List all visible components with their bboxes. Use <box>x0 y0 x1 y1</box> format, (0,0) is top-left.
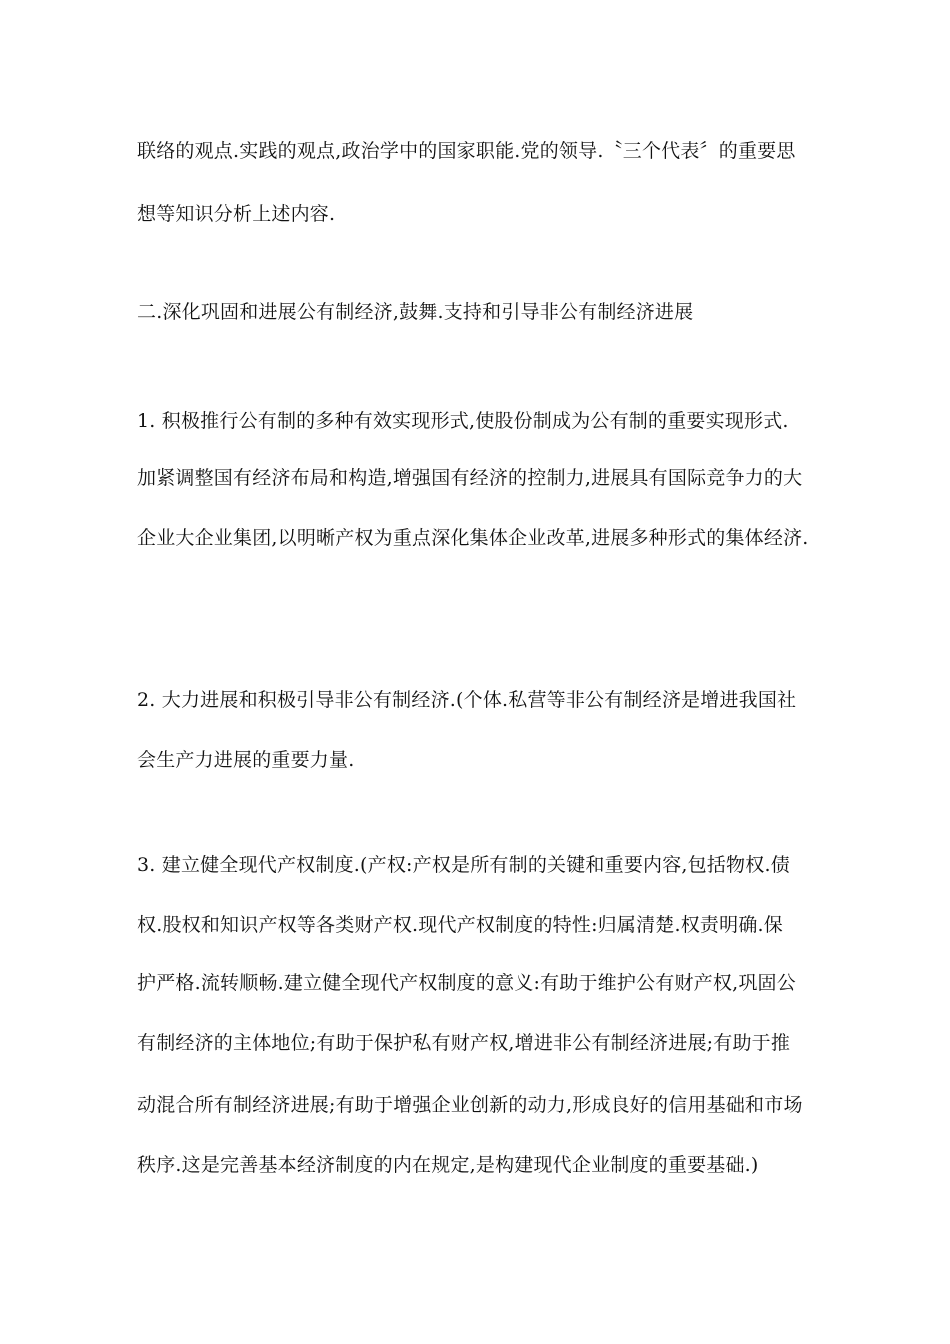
paragraph-line: 动混合所有制经济进展;有助于增强企业创新的动力,形成良好的信用基础和市场 <box>137 1094 803 1116</box>
paragraph-line: 3. 建立健全现代产权制度.(产权:产权是所有制的关键和重要内容,包括物权.债 <box>137 854 790 876</box>
paragraph-line: 1. 积极推行公有制的多种有效实现形式,使股份制成为公有制的重要实现形式. <box>137 410 789 432</box>
paragraph-line: 2. 大力进展和积极引导非公有制经济.(个体.私营等非公有制经济是增进我国社 <box>137 689 797 711</box>
paragraph-line: 有制经济的主体地位;有助于保护私有财产权,增进非公有制经济进展;有助于推 <box>137 1032 791 1054</box>
paragraph-line: 联络的观点.实践的观点,政治学中的国家职能.党的领导.〝三个代表〞的重要思 <box>137 140 796 162</box>
paragraph-line: 护严格.流转顺畅.建立健全现代产权制度的意义:有助于维护公有财产权,巩固公 <box>137 972 796 994</box>
paragraph-line: 会生产力进展的重要力量. <box>137 749 355 771</box>
paragraph-line: 秩序.这是完善基本经济制度的内在规定,是构建现代企业制度的重要基础.) <box>137 1154 759 1176</box>
paragraph-line: 权.股权和知识产权等各类财产权.现代产权制度的特性:归属清楚.权责明确.保 <box>137 914 783 936</box>
paragraph-line: 企业大企业集团,以明晰产权为重点深化集体企业改革,进展多种形式的集体经济. <box>137 527 809 549</box>
section-heading: 二.深化巩固和进展公有制经济,鼓舞.支持和引导非公有制经济进展 <box>137 301 694 323</box>
paragraph-line: 加紧调整国有经济布局和构造,增强国有经济的控制力,进展具有国际竞争力的大 <box>137 467 803 489</box>
paragraph-line: 想等知识分析上述内容. <box>137 203 336 225</box>
